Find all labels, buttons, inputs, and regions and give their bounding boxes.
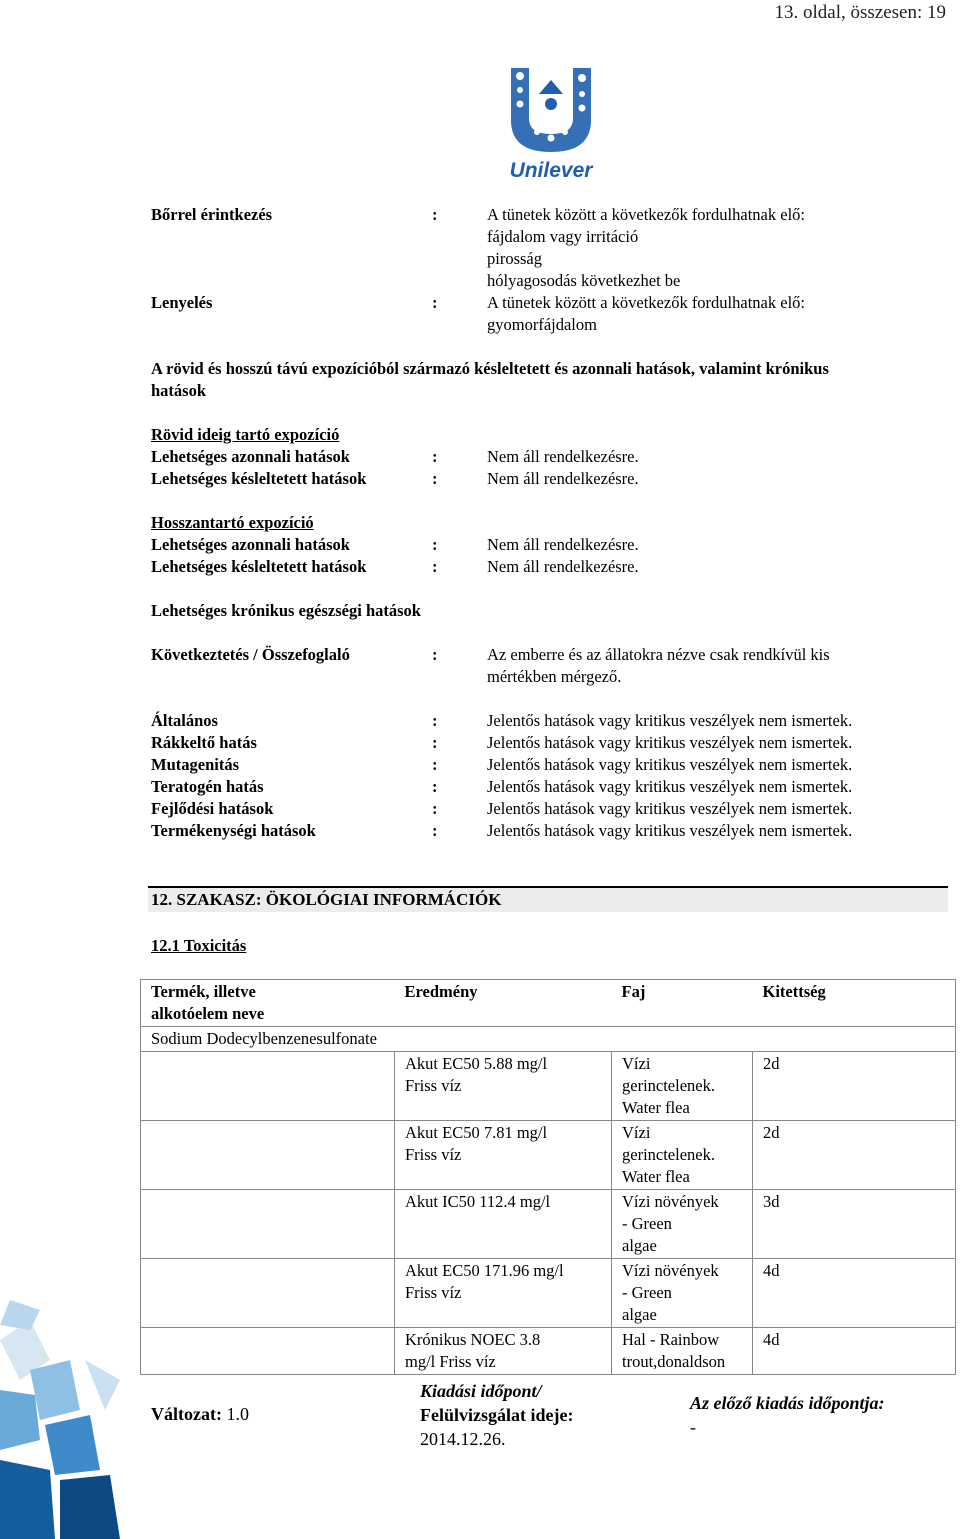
- chronic-row: Általános : Jelentős hatások vagy kritikus veszélyek nem ismertek.: [151, 711, 853, 730]
- toxicity-subtitle: 12.1 Toxicitás: [151, 936, 247, 955]
- symptom-label: Bőrrel érintkezés: [151, 205, 273, 224]
- issue-date: 2014.12.26.: [420, 1429, 506, 1449]
- symptom-label: Lenyelés: [151, 293, 213, 312]
- effect-row: Lehetséges azonnali hatások : Nem áll rendelkezésre.: [151, 447, 639, 466]
- table-row: Akut EC50 171.96 mg/l Friss víz Vízi növények - Green algae 4d: [141, 1259, 956, 1328]
- symptom-row-skin: Bőrrel érintkezés : A tünetek között a következők fordulhatnak elő:: [151, 205, 805, 224]
- chronic-row: Termékenységi hatások : Jelentős hatások vagy kritikus veszélyek nem ismertek.: [151, 821, 853, 840]
- issue-label: Kiadási időpont/: [420, 1381, 542, 1401]
- chronic-row: Teratogén hatás : Jelentős hatások vagy kritikus veszélyek nem ismertek.: [151, 777, 853, 796]
- svg-text:Unilever: Unilever: [509, 159, 593, 182]
- table-row: Akut EC50 7.81 mg/l Friss víz Vízi gerinctelenek. Water flea 2d: [141, 1121, 956, 1190]
- previous-issue-value: -: [690, 1417, 696, 1437]
- toxicity-table: [140, 979, 956, 1375]
- table-row: Akut EC50 5.88 mg/l Friss víz Vízi gerinctelenek. Water flea 2d: [141, 1052, 956, 1121]
- effect-row: Lehetséges késleltetett hatások : Nem áll rendelkezésre.: [151, 469, 639, 488]
- unilever-logo: [499, 64, 603, 182]
- page-indicator: 13. oldal, összesen: 19: [774, 2, 946, 23]
- short-term-title: Rövid ideig tartó expozíció: [151, 425, 340, 444]
- table-row: [141, 1027, 956, 1052]
- effect-row: Lehetséges késleltetett hatások : Nem áll rendelkezésre.: [151, 557, 639, 576]
- table-row: Akut IC50 112.4 mg/l Vízi növények - Green algae 3d: [141, 1190, 956, 1259]
- symptom-value: A tünetek között a következők fordulhatnak elő:: [487, 293, 805, 312]
- chronic-title: Lehetséges krónikus egészségi hatások: [151, 601, 421, 620]
- previous-issue-label: Az előző kiadás időpontja:: [690, 1393, 885, 1413]
- version: Változat: 1.0: [151, 1404, 249, 1424]
- effects-heading: A rövid és hosszú távú expozícióból származó késleltetett és azonnali hatások, valamint krónikus: [151, 359, 829, 378]
- section-12-heading: 12. SZAKASZ: ÖKOLÓGIAI INFORMÁCIÓK: [148, 886, 948, 912]
- chronic-row: Fejlődési hatások : Jelentős hatások vagy kritikus veszélyek nem ismertek.: [151, 799, 853, 818]
- table-row: Krónikus NOEC 3.8 mg/l Friss víz Hal - Rainbow trout,donaldson 4d: [141, 1328, 956, 1375]
- chronic-row: Rákkeltő hatás : Jelentős hatások vagy kritikus veszélyek nem ismertek.: [151, 733, 853, 752]
- symptom-value: A tünetek között a következők fordulhatnak elő:: [487, 205, 805, 224]
- table-header-row: Termék, illetve alkotóelem neve Eredmény Faj Kitettség: [141, 980, 956, 1027]
- substance-name: Sodium Dodecylbenzenesulfonate: [141, 1027, 956, 1052]
- conclusion-row: Következtetés / Összefoglaló : Az emberre és az állatokra nézve csak rendkívül kis: [151, 645, 830, 664]
- chronic-row: Mutagenitás : Jelentős hatások vagy kritikus veszélyek nem ismertek.: [151, 755, 853, 774]
- long-term-title: Hosszantartó expozíció: [151, 513, 314, 532]
- decorative-mosaic: [0, 1300, 140, 1539]
- effect-row: Lehetséges azonnali hatások : Nem áll rendelkezésre.: [151, 535, 639, 554]
- symptom-row-ingestion: Lenyelés : A tünetek között a következők fordulhatnak elő:: [151, 293, 805, 312]
